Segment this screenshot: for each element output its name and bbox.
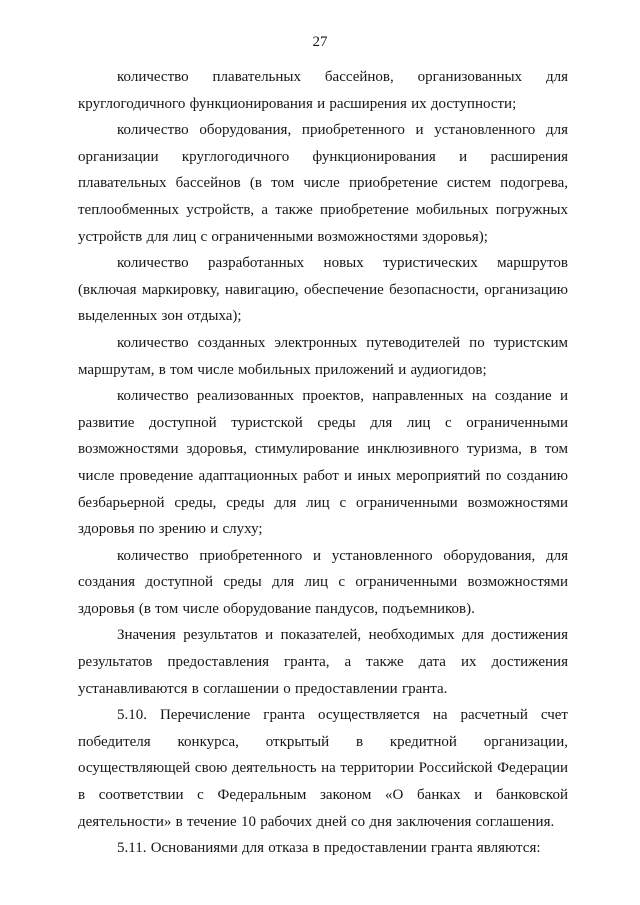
paragraph-result-values: Значения результатов и показателей, необходимых для достижения результатов предоставления гранта, а также дата их достижения устанавливаются в соглашении о предоставлении гранта.	[78, 627, 568, 697]
paragraph-pools-count: количество плавательных бассейнов, организованных для круглогодичного функционирования и расширения их доступности;	[78, 69, 568, 112]
paragraph-tourist-routes: количество разработанных новых туристических маршрутов (включая маркировку, навигацию, обеспечение безопасности, организацию выделенных зон отдыха);	[78, 255, 568, 325]
paragraph-section-5-11: 5.11. Основаниями для отказа в предоставлении гранта являются:	[117, 840, 541, 857]
paragraph-section-5-10: 5.10. Перечисление гранта осуществляется на расчетный счет победителя конкурса, открытый в кредитной организации, осуществляющей свою деятельность на территории Российской Федерации в соответствии с Федеральным законом «О банках и банковской деятельности» в течение 10 рабочих дней со дня заключения соглашения.	[78, 707, 568, 830]
paragraph-accessibility-equipment: количество приобретенного и установленного оборудования, для создания доступной среды для лиц с ограниченными возможностями здоровья (в том числе оборудование пандусов, подъемников).	[78, 547, 568, 617]
paragraph-accessible-projects: количество реализованных проектов, направленных на создание и развитие доступной туристской среды для лиц с ограниченными возможностями здоровья, стимулирование инклюзивного туризма, в том числе проведение адаптационных работ и иных мероприятий по созданию безбарьерной среды, среды для лиц с ограниченными возможностями здоровья по зрению и слуху;	[78, 388, 568, 538]
page-number: 27	[312, 34, 328, 50]
document-body	[78, 64, 568, 862]
paragraph-pool-equipment: количество оборудования, приобретенного и установленного для организации круглогодичного функционирования и расширения плавательных бассейнов (в том числе приобретение систем подогрева, теплообменных устройств, а также приобретение мобильных погружных устройств для лиц с ограниченными возможностями здоровья);	[78, 122, 568, 245]
paragraph-electronic-guides: количество созданных электронных путеводителей по туристским маршрутам, в том числе мобильных приложений и аудиогидов;	[78, 334, 568, 378]
